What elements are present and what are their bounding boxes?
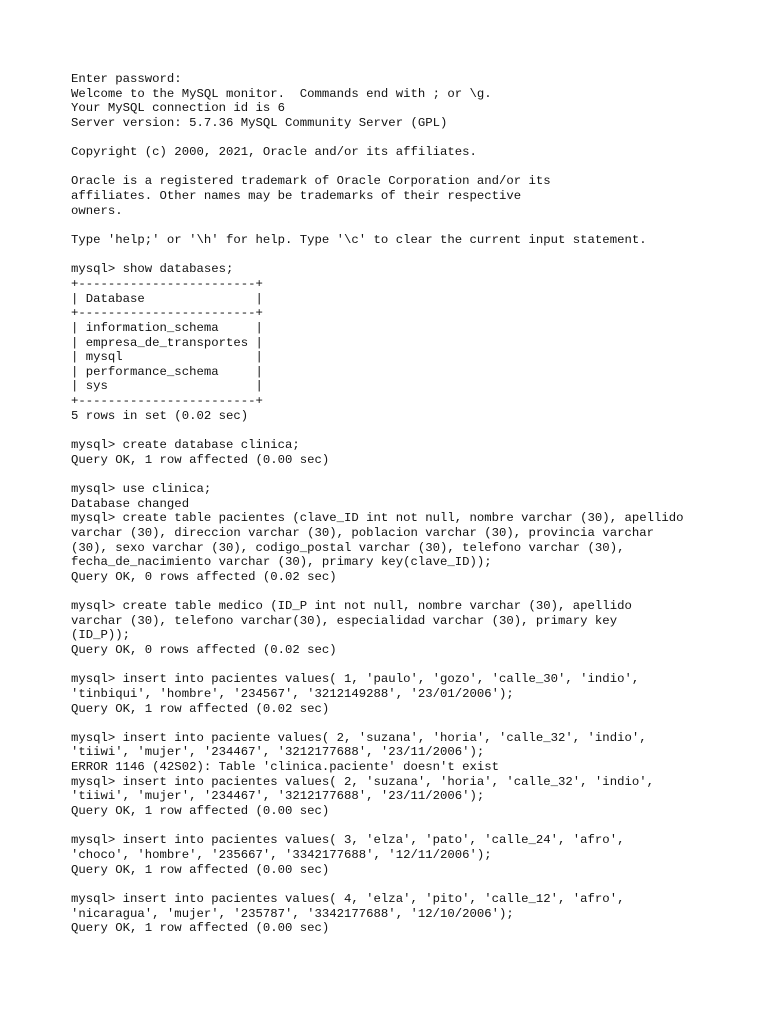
terminal-transcript (71, 72, 751, 936)
transcript-line: Query OK, 1 row affected (0.00 sec) (71, 921, 330, 936)
transcript-line (71, 584, 751, 599)
transcript-line: +------------------------+ (71, 276, 263, 291)
transcript-line: mysql> insert into pacientes values( 1, 'paulo', 'gozo', 'calle_30', 'indio', (71, 672, 640, 687)
transcript-line: | empresa_de_transportes | (71, 335, 263, 350)
transcript-line: | information_schema | (71, 320, 263, 335)
transcript-line: Oracle is a registered trademark of Oracle Corporation and/or its (71, 174, 551, 189)
transcript-line: Query OK, 1 row affected (0.02 sec) (71, 701, 330, 716)
transcript-line (71, 423, 751, 438)
transcript-line: Enter password: (71, 72, 182, 86)
transcript-line: | mysql | (71, 350, 263, 365)
transcript-line: Query OK, 0 rows affected (0.02 sec) (71, 569, 337, 584)
transcript-line: affiliates. Other names may be trademarks of their respective (71, 189, 522, 204)
transcript-line: 'tinbiqui', 'hombre', '234567', '3212149288', '23/01/2006'); (71, 686, 514, 701)
transcript-line: fecha_de_nacimiento varchar (30), primary key(clave_ID)); (71, 555, 492, 570)
transcript-line (71, 467, 751, 482)
transcript-line: 'choco', 'hombre', '235667', '3342177688', '12/11/2006'); (71, 847, 492, 862)
transcript-line: Query OK, 1 row affected (0.00 sec) (71, 452, 330, 467)
transcript-line: ERROR 1146 (42S02): Table 'clinica.paciente' doesn't exist (71, 760, 500, 775)
transcript-line: | sys | (71, 379, 263, 394)
transcript-line (71, 131, 751, 146)
transcript-line: mysql> create table pacientes (clave_ID int not null, nombre varchar (30), apellido (71, 511, 684, 526)
transcript-line: varchar (30), telefono varchar(30), especialidad varchar (30), primary key (71, 613, 618, 628)
transcript-line (71, 877, 751, 892)
transcript-line (71, 819, 751, 834)
transcript-line: Your MySQL connection id is 6 (71, 101, 286, 116)
transcript-line: | performance_schema | (71, 364, 263, 379)
transcript-line (71, 658, 751, 673)
transcript-line: (ID_P)); (71, 628, 131, 643)
transcript-line: owners. (71, 203, 123, 218)
transcript-line: mysql> create table medico (ID_P int not null, nombre varchar (30), apellido (71, 599, 632, 614)
transcript-line: mysql> show databases; (71, 262, 234, 277)
transcript-line: Query OK, 1 row affected (0.00 sec) (71, 804, 330, 819)
transcript-line: Database changed (71, 496, 190, 511)
transcript-line: mysql> insert into pacientes values( 4, 'elza', 'pito', 'calle_12', 'afro', (71, 891, 625, 906)
transcript-line (71, 248, 751, 263)
transcript-line: mysql> create database clinica; (71, 438, 300, 453)
transcript-line: Copyright (c) 2000, 2021, Oracle and/or its affiliates. (71, 145, 477, 160)
transcript-line: | Database | (71, 291, 263, 306)
transcript-line (71, 218, 751, 233)
transcript-line: mysql> use clinica; (71, 481, 212, 496)
transcript-line (71, 160, 751, 175)
transcript-line (71, 716, 751, 731)
transcript-line: 5 rows in set (0.02 sec) (71, 408, 249, 423)
transcript-line: (30), sexo varchar (30), codigo_postal varchar (30), telefono varchar (30), (71, 540, 625, 555)
transcript-line: +------------------------+ (71, 394, 263, 409)
transcript-line: 'tiiwi', 'mujer', '234467', '3212177688', '23/11/2006'); (71, 789, 485, 804)
transcript-line: mysql> insert into pacientes values( 2, 'suzana', 'horia', 'calle_32', 'indio', (71, 774, 654, 789)
transcript-line: Query OK, 0 rows affected (0.02 sec) (71, 642, 337, 657)
transcript-line: 'tiiwi', 'mujer', '234467', '3212177688', '23/11/2006'); (71, 745, 485, 760)
transcript-line: varchar (30), direccion varchar (30), poblacion varchar (30), provincia varchar (71, 525, 654, 540)
transcript-line: mysql> insert into pacientes values( 3, 'elza', 'pato', 'calle_24', 'afro', (71, 833, 625, 848)
transcript-line: +------------------------+ (71, 306, 263, 321)
transcript-line: mysql> insert into paciente values( 2, 'suzana', 'horia', 'calle_32', 'indio', (71, 730, 647, 745)
transcript-line: Type 'help;' or '\h' for help. Type '\c' to clear the current input statement. (71, 233, 647, 248)
transcript-line: 'nicaragua', 'mujer', '235787', '3342177688', '12/10/2006'); (71, 906, 514, 921)
transcript-line: Welcome to the MySQL monitor. Commands end with ; or \g. (71, 86, 492, 101)
transcript-line: Query OK, 1 row affected (0.00 sec) (71, 862, 330, 877)
transcript-line: Server version: 5.7.36 MySQL Community Server (GPL) (71, 115, 448, 130)
